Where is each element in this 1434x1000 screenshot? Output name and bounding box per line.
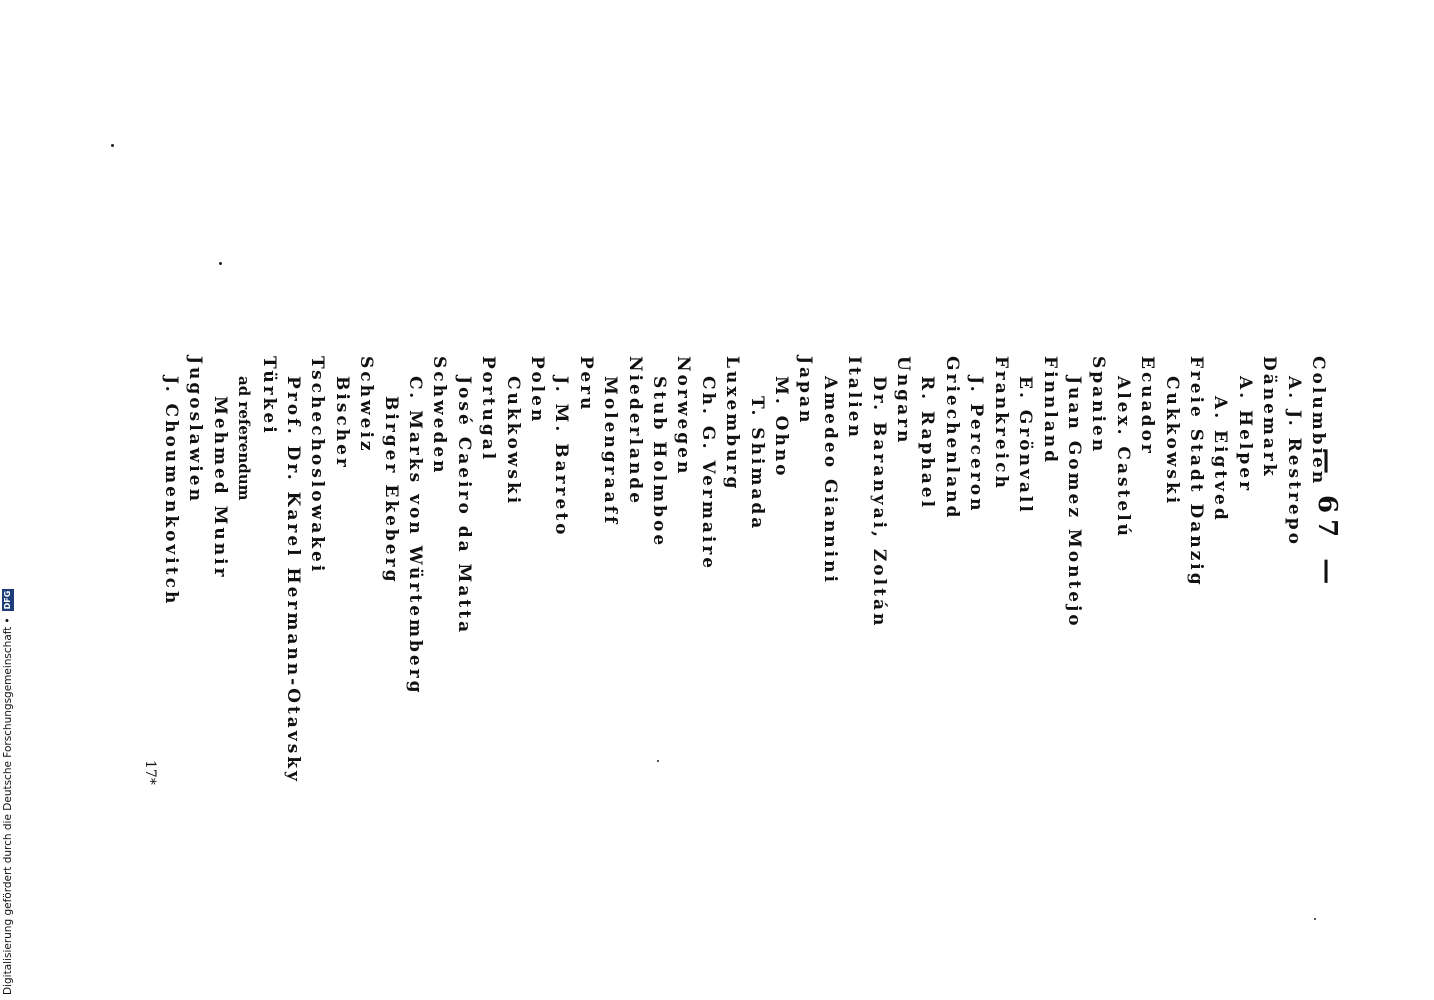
signatory-name: Molengraaff [600,376,621,527]
signatory-name: Ch. G. Vermaire [697,376,718,572]
country-heading: Italien [844,356,865,440]
signatory-name: J. Perceron [966,376,987,514]
country-heading: Griechenland [941,356,962,521]
country-heading: Schweiz [356,356,377,454]
scan-speck [111,144,114,147]
country-heading: Portugal [478,356,499,463]
country-heading: Ungarn [893,356,914,446]
country-heading: Frankreich [990,356,1011,491]
country-heading: Columbien [1308,356,1328,487]
signatory-name: M. Ohno [771,376,792,479]
page-number: — 67 — [1312,448,1342,591]
country-heading: Ecuador [1137,356,1158,456]
credit-text: Digitalisierung gefördert durch die Deutsche Forschungsgemeinschaft [2,626,14,995]
country-heading: Polen [527,356,547,425]
country-heading: Finnland [1039,356,1060,465]
signature-mark: 17* [142,760,158,785]
signatory-name: Bischer [331,376,352,470]
country-heading: Peru [575,356,596,413]
signatory-name: Mehmed Munir [209,396,230,580]
country-heading: Dänemark [1259,356,1280,479]
signatory-name: Prof. Dr. Karel Hermann-Otavsky [282,376,303,784]
country-heading: Luxemburg [722,356,743,492]
signatory-name: A. Eigtved [1210,396,1231,523]
country-heading: Jugoslawien [185,356,206,504]
signatory-name: J. M. Barreto [551,376,572,538]
scan-speck [1314,918,1316,920]
signatory-name: T. Shimada [746,396,767,532]
country-heading: Tschechoslowakei [307,356,328,575]
dfg-logo: DFG [3,590,12,610]
signatory-name: Stub Holmboe [649,376,670,549]
signatory-name: R. Raphael [917,376,938,511]
credit-separator: • [2,617,14,624]
country-heading: Japan [795,356,816,426]
signatory-name: Amedeo Giannini [819,376,840,585]
signatory-list [159,356,1331,916]
scan-speck [219,262,222,265]
signatory-name: ad referendum [235,376,254,501]
signatory-name: J. Choumenkovitch [160,376,181,607]
signatory-name: Juan Gomez Montejo [1063,376,1084,629]
scan-speck [657,760,659,762]
signatory-name: Alex. Castelú [1112,376,1133,540]
digitization-credit [2,589,14,995]
country-heading: Türkei [258,356,279,436]
country-heading: Niederlande [624,356,645,507]
signatory-name: José Caeiro da Matta [453,376,474,636]
country-heading: Schweden [429,356,450,476]
signatory-name: C. Marks von Würtemberg [404,376,425,696]
country-heading: Spanien [1088,356,1109,455]
signatory-name: Birger Ekeberg [380,396,401,585]
signatory-name: E. Grönvall [1015,376,1036,515]
country-heading: Norwegen [673,356,694,477]
country-heading: Freie Stadt Danzig [1185,356,1206,588]
signatory-name: A. Helper [1234,376,1255,494]
signatory-name: A. J. Restrepo [1283,376,1304,547]
signatory-name: Cukkowski [502,376,523,507]
signatory-name: Dr. Baranyai, Zoltán [868,376,889,629]
signatory-name: Cukkowski [1161,376,1182,507]
